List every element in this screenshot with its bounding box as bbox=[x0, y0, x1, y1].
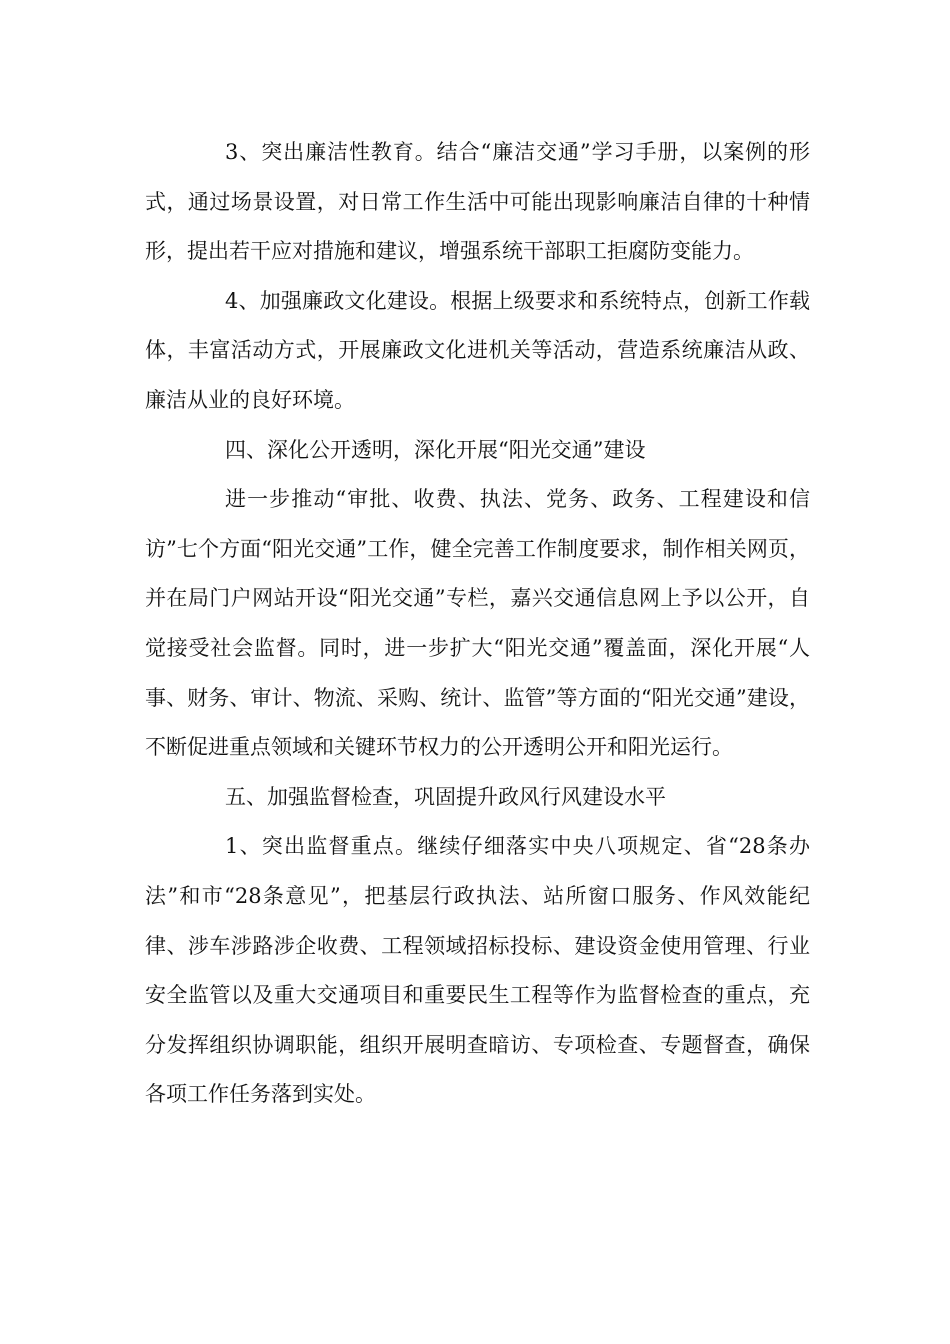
paragraph-4-culture-construction: 4、加强廉政文化建设。根据上级要求和系统特点，创新工作载体，丰富活动方式，开展廉政文化进机关等活动，营造系统廉洁从政、廉洁从业的良好环境。 bbox=[145, 288, 810, 412]
paragraph-1-supervision-focus: 1、突出监督重点。继续仔细落实中央八项规定、省“28条办法”和市“28条意见”，把基层行政执法、站所窗口服务、作风效能纪律、涉车涉路涉企收费、工程领域招标投标、建设资金使用管理、行业安全监管以及重大交通项目和重要民生工程等作为监督检查的重点，充分发挥组织协调职能，组织开展明查暗访、专项检查、专题督查，确保各项工作任务落到实处。 bbox=[145, 834, 810, 1107]
section-heading-four: 四、深化公开透明，深化开展“阳光交通”建设 bbox=[225, 437, 646, 462]
paragraph-sunshine-transport: 进一步推动“审批、收费、执法、党务、政务、工程建设和信访”七个方面“阳光交通”工作，健全完善工作制度要求，制作相关网页，并在局门户网站开设“阳光交通”专栏，嘉兴交通信息网上予以公开，自觉接受社会监督。同时，进一步扩大“阳光交通”覆盖面，深化开展“人事、财务、审计、物流、采购、统计、监管”等方面的“阳光交通”建设，不断促进重点领域和关键环节权力的公开透明公开和阳光运行。 bbox=[145, 487, 810, 760]
paragraph-3-integrity-education: 3、突出廉洁性教育。结合“廉洁交通”学习手册，以案例的形式，通过场景设置，对日常工作生活中可能出现影响廉洁自律的十种情形，提出若干应对措施和建议，增强系统干部职工拒腐防变能力。 bbox=[145, 140, 810, 264]
document-body bbox=[145, 128, 810, 1120]
section-heading-five: 五、加强监督检查，巩固提升政风行风建设水平 bbox=[225, 784, 666, 809]
